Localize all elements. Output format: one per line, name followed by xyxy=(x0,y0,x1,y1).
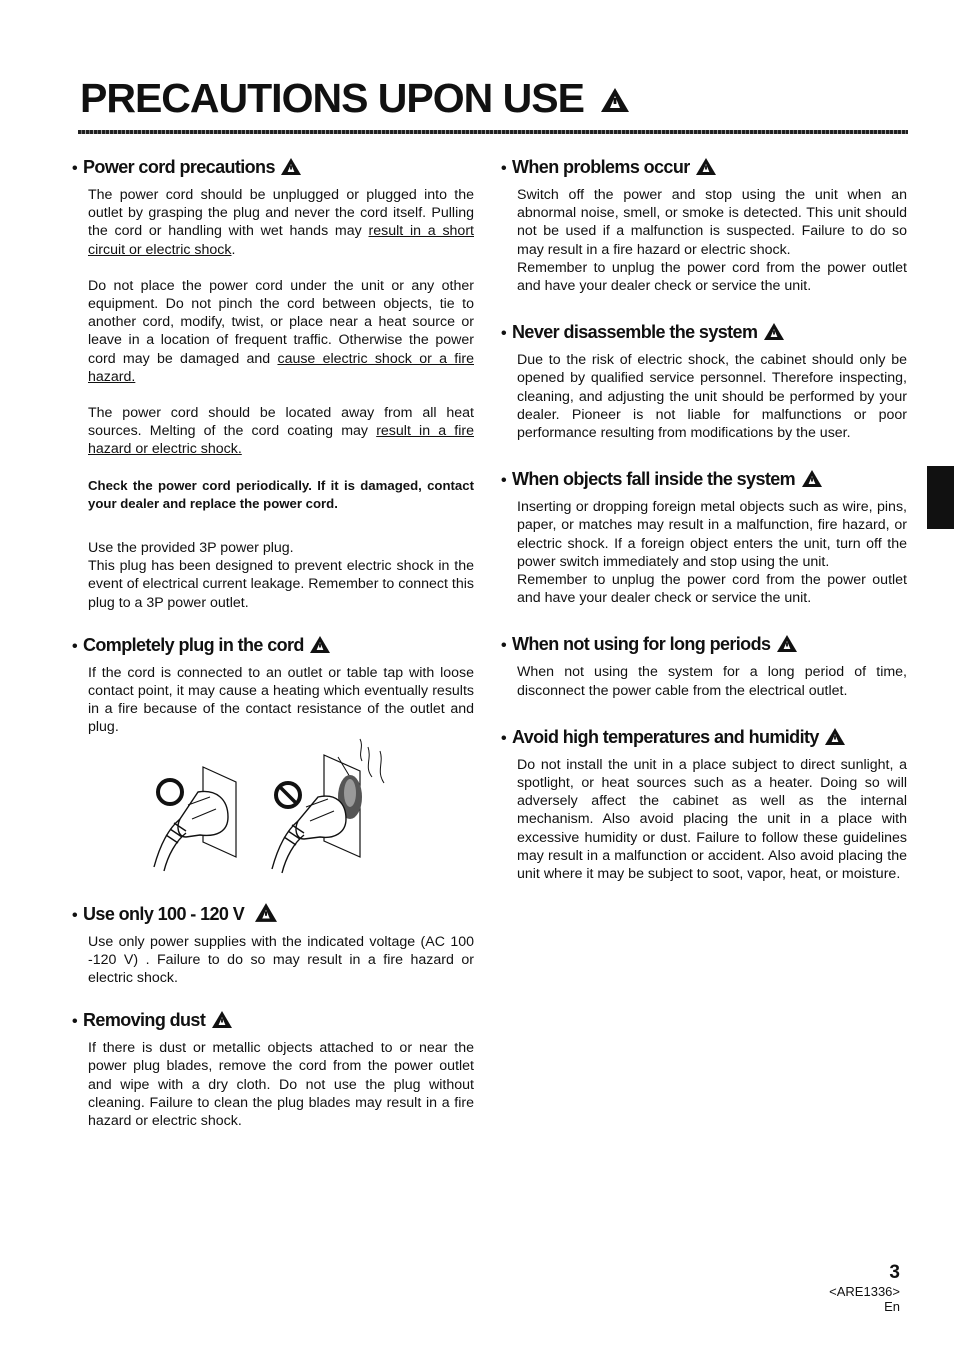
section-avoid-high xyxy=(501,726,907,883)
bullet-icon: • xyxy=(72,637,78,655)
paragraph: Switch off the power and stop using the unit when an abnormal noise, smell, or smoke is detected. This unit should not be used if a malfunction is suspected. Failure to do so may result in a fire hazard or electric shock. xyxy=(517,187,907,258)
warning-triangle-icon xyxy=(255,903,277,922)
section-heading xyxy=(72,634,474,658)
section-heading xyxy=(501,633,907,657)
bullet-icon: • xyxy=(501,325,507,343)
paragraph: Do not install the unit in a place subject to direct sunlight, a spotlight, or heat sources such as a heater. Doing so will adversely affect the cabinet as well as the internal mechanism. Also avoid placing the unit in a place with excessive humidity or dust. Failure to follow these guidelines may result in a malfunction or accident. Also avoid placing the unit where it may be subject to soot, vapor, heat, or moisture. xyxy=(517,756,907,883)
section-not-using xyxy=(501,633,907,699)
section-tab-marker xyxy=(927,466,954,529)
heading-text: Avoid high temperatures and humidity xyxy=(512,726,819,747)
section-removing-dust xyxy=(72,1009,474,1130)
paragraph: Do not place the power cord under the unit or any other equipment. Do not pinch the cord between objects, tie to another cord, modify, twist, or place near a heat source or leave in a location of frequent traffic. Otherwise the power cord may be damaged and cause electric shock or a fire hazard. xyxy=(88,277,474,385)
bullet-icon: • xyxy=(501,637,507,655)
paragraph: Use only power supplies with the indicated voltage (AC 100 -120 V) . Failure to do so may result in a fire hazard or electric shock. xyxy=(88,933,474,987)
heading-text: When not using for long periods xyxy=(512,634,771,655)
ok-circle-icon xyxy=(158,780,182,804)
right-column xyxy=(501,156,907,883)
left-column xyxy=(72,156,474,1130)
section-heading xyxy=(501,726,907,750)
paragraph: If there is dust or metallic objects attached to or near the power plug blades, remove the cord from the power outlet and wipe with a dry cloth. Do not use the plug without cleaning. Failure to clean the plug blades may result in a fire hazard or electric shock. xyxy=(88,1040,474,1130)
section-never-disassemble xyxy=(501,321,907,442)
page-title xyxy=(80,75,630,121)
plug-drawing xyxy=(88,737,408,877)
section-when-problems xyxy=(501,156,907,295)
heading-text: Never disassemble the system xyxy=(512,322,758,343)
warning-triangle-icon xyxy=(825,728,845,745)
page-footer xyxy=(829,1262,900,1315)
section-completely-plug xyxy=(72,634,474,877)
paragraph: Remember to unplug the power cord from the power outlet and have your dealer check or service the unit. xyxy=(517,259,907,295)
heading-text: Completely plug in the cord xyxy=(83,634,304,655)
paragraph-bold: Check the power cord periodically. If it is damaged, contact your dealer and replace the power cord. xyxy=(88,477,474,511)
bullet-icon: • xyxy=(501,729,507,747)
section-heading xyxy=(72,156,474,180)
plug-illustration xyxy=(88,737,474,877)
warning-triangle-icon xyxy=(802,470,822,487)
paragraph: Inserting or dropping foreign metal objects such as wire, pins, paper, or matches may result in a malfunction, fire hazard, or electric shock. If a foreign object enters the unit, turn off the power switch immediately and stop using the unit. xyxy=(517,499,907,570)
paragraph: This plug has been designed to prevent electric shock in the event of electrical current leakage. Remember to connect this plug to a 3P power outlet. xyxy=(88,558,474,611)
section-use-only xyxy=(72,903,474,988)
paragraph: Due to the risk of electric shock, the cabinet should only be opened by qualified service personnel. Therefore inspecting, cleaning, and adjusting the unit should be performed by your dealer. Pioneer is not liable for malfunctions or poor performance resulting from modifications by the user. xyxy=(517,352,907,442)
warning-triangle-icon xyxy=(764,323,784,340)
warning-triangle-icon xyxy=(212,1011,232,1028)
heading-text: When objects fall inside the system xyxy=(512,469,796,490)
bullet-icon: • xyxy=(72,906,78,924)
warning-triangle-icon xyxy=(310,636,330,653)
section-heading xyxy=(501,321,907,345)
heading-text: Use only 100 - 120 V xyxy=(83,903,245,924)
section-heading xyxy=(72,1009,474,1033)
warning-triangle-icon xyxy=(777,635,797,652)
paragraph: The power cord should be located away from all heat sources. Melting of the cord coating may result in a fire hazard or electric shock. xyxy=(88,405,474,458)
paragraph: Remember to unplug the power cord from the power outlet and have your dealer check or service the unit. xyxy=(517,572,907,607)
paragraph: The power cord should be unplugged or plugged into the outlet by grasping the plug and never the cord itself. Pulling the cord or handling with wet hands may result in a short circuit or electric shock. xyxy=(88,187,474,258)
bullet-icon: • xyxy=(501,160,507,177)
language-code: En xyxy=(884,1299,900,1314)
section-heading xyxy=(501,468,907,492)
heading-text: Removing dust xyxy=(83,1010,206,1031)
section-objects-fall xyxy=(501,468,907,607)
bullet-icon: • xyxy=(72,1013,78,1031)
paragraph: Use the provided 3P power plug. xyxy=(88,540,294,557)
page-number: 3 xyxy=(889,1262,900,1283)
section-heading xyxy=(72,903,474,927)
section-heading xyxy=(501,156,907,180)
title-divider xyxy=(78,130,908,134)
bullet-icon: • xyxy=(72,160,78,177)
bullet-icon: • xyxy=(501,472,507,490)
warning-triangle-icon xyxy=(281,158,301,175)
heading-text: When problems occur xyxy=(512,157,690,177)
warning-triangle-icon xyxy=(696,158,716,175)
heading-text: Power cord precautions xyxy=(83,157,275,177)
section-power-cord xyxy=(72,156,474,612)
paragraph: If the cord is connected to an outlet or table tap with loose contact point, it may cause a heating which eventually results in a fire because of the contact resistance of the outlet and plug. xyxy=(88,664,474,736)
document-code: <ARE1336> xyxy=(829,1284,900,1299)
warning-triangle-icon xyxy=(600,87,630,113)
paragraph: When not using the system for a long period of time, disconnect the power cable from the electrical outlet. xyxy=(517,664,907,699)
page-title-text: PRECAUTIONS UPON USE xyxy=(80,75,584,121)
